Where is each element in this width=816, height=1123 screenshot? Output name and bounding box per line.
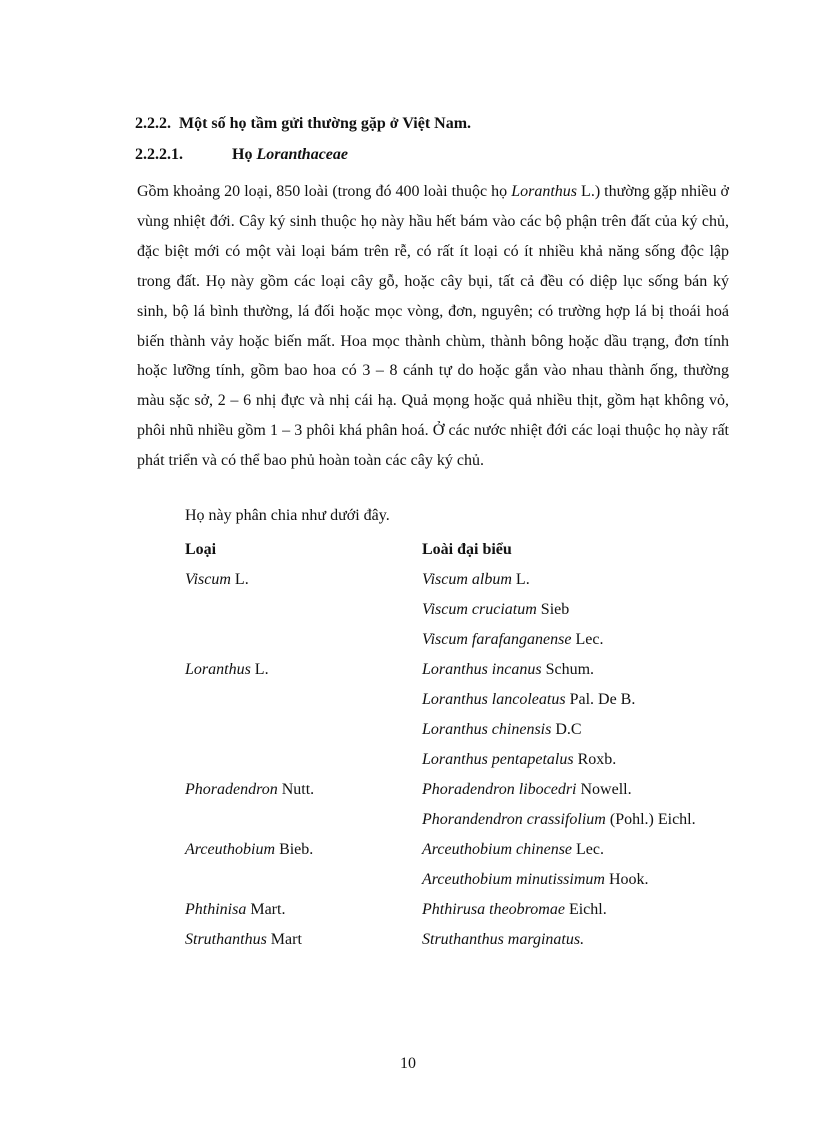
genus-cell <box>185 571 422 589</box>
table-row <box>185 685 745 715</box>
species-name: Loranthus chinensis <box>422 721 552 738</box>
genus-name: Viscum <box>185 571 231 588</box>
section-title: Một số họ tầm gửi thường gặp ở Việt Nam. <box>179 115 472 132</box>
species-author: Lec. <box>572 841 605 858</box>
genus-author: Bieb. <box>275 841 314 858</box>
table-row <box>185 895 745 925</box>
species-author: Lec. <box>571 631 604 648</box>
genus-name: Phthinisa <box>185 901 247 918</box>
table-row <box>185 655 745 685</box>
body-paragraph <box>137 177 729 476</box>
species-name: Viscum cruciatum <box>422 601 537 618</box>
genus-cell <box>185 901 422 919</box>
table-intro: Họ này phân chia như dưới đây. <box>185 507 390 524</box>
species-cell <box>422 871 649 889</box>
species-name: Arceuthobium minutissimum <box>422 871 605 888</box>
species-author: Sieb <box>536 601 570 618</box>
table-row <box>185 745 745 775</box>
genus-name: Struthanthus <box>185 931 267 948</box>
species-author: Nowell. <box>576 781 632 798</box>
header-genus: Loại <box>185 541 217 558</box>
species-name: Loranthus incanus <box>422 661 542 678</box>
species-cell <box>422 781 632 799</box>
table-body <box>185 565 745 955</box>
species-cell <box>422 721 582 739</box>
table-row <box>185 565 745 595</box>
species-author: D.C <box>551 721 582 738</box>
table-row <box>185 715 745 745</box>
subsection-family: Loranthaceae <box>256 146 348 163</box>
table-row <box>185 835 745 865</box>
table-row <box>185 595 745 625</box>
genus-author: Mart <box>266 931 302 948</box>
species-name: Arceuthobium chinense <box>422 841 573 858</box>
species-name: Loranthus pentapetalus <box>422 751 574 768</box>
genus-author: Nutt. <box>277 781 315 798</box>
genus-name: Phoradendron <box>185 781 278 798</box>
species-name: Phoradendron libocedri <box>422 781 577 798</box>
subsection-heading <box>135 146 348 164</box>
species-cell <box>422 751 616 769</box>
species-cell <box>422 931 584 949</box>
species-author: Eichl. <box>564 901 607 918</box>
table-row <box>185 925 745 955</box>
species-name: Struthanthus marginatus. <box>422 931 585 948</box>
species-author: L. <box>511 571 530 588</box>
table-row <box>185 625 745 655</box>
section-heading <box>135 115 471 133</box>
species-name: Viscum album <box>422 571 512 588</box>
table-row <box>185 805 745 835</box>
taxonomy-table <box>185 535 745 955</box>
species-author: Schum. <box>541 661 595 678</box>
species-cell <box>422 601 569 619</box>
genus-name: Arceuthobium <box>185 841 276 858</box>
species-author: Pal. De B. <box>565 691 636 708</box>
table-row <box>185 865 745 895</box>
paragraph-genus: Loranthus <box>511 183 577 200</box>
species-cell <box>422 811 696 829</box>
header-species: Loài đại biểu <box>422 541 512 558</box>
page-number: 10 <box>400 1055 416 1072</box>
genus-author: L. <box>230 571 249 588</box>
table-header <box>185 535 745 565</box>
species-name: Phorandendron crassifolium <box>422 811 606 828</box>
genus-name: Loranthus <box>185 661 251 678</box>
species-cell <box>422 691 635 709</box>
subsection-prefix: Họ <box>232 146 253 163</box>
species-cell <box>422 661 594 679</box>
genus-cell <box>185 931 422 949</box>
species-author: Hook. <box>604 871 649 888</box>
genus-author: L. <box>250 661 269 678</box>
table-row <box>185 775 745 805</box>
paragraph-part1: Gồm khoảng 20 loại, 850 loài (trong đó 400 loài thuộc họ <box>137 183 512 200</box>
genus-cell <box>185 661 422 679</box>
species-author: Roxb. <box>573 751 617 768</box>
species-cell <box>422 571 530 589</box>
paragraph-part2: L.) thường gặp nhiều ở vùng nhiệt đới. Cây ký sinh thuộc họ này hầu hết bám vào các bộ phận trên đất của ký chủ, đặc biệt mới có một vài loại bám trên rễ, có rất ít loại có ít nhiều khả năng sống độc lập trong đất. Họ này gồm các loại cây gỗ, hoặc cây bụi, tất cả đều có diệp lục sống bán ký sinh, bộ lá bình thường, lá đối hoặc mọc vòng, đơn, nguyên; có trường hợp lá bị thoái hoá biến thành vảy hoặc biến mất. Hoa mọc thành chùm, thành bông hoặc dầu trạng, đơn tính hoặc lưỡng tính, gồm bao hoa có 3 – 8 cánh tự do hoặc gắn vào nhau thành ống, thường màu sặc sở, 2 – 6 nhị đực và nhị cái hạ. Quả mọng hoặc quả nhiều thịt, gồm hạt không vỏ, phôi nhũ nhiều gồm 1 – 3 phôi khá phân hoá. Ở các nước nhiệt đới các loại thuộc họ này rất phát triển và có thể bao phủ hoàn toàn các cây ký chủ. <box>137 183 729 470</box>
species-cell <box>422 631 603 649</box>
species-author: (Pohl.) Eichl. <box>605 811 696 828</box>
genus-cell <box>185 841 422 859</box>
species-name: Loranthus lancoleatus <box>422 691 566 708</box>
species-cell <box>422 901 607 919</box>
section-number: 2.2.2. <box>135 115 171 132</box>
species-cell <box>422 841 604 859</box>
subsection-number: 2.2.2.1. <box>135 146 183 163</box>
species-name: Phthirusa theobromae <box>422 901 565 918</box>
genus-cell <box>185 781 422 799</box>
species-name: Viscum farafanganense <box>422 631 572 648</box>
genus-author: Mart. <box>246 901 286 918</box>
